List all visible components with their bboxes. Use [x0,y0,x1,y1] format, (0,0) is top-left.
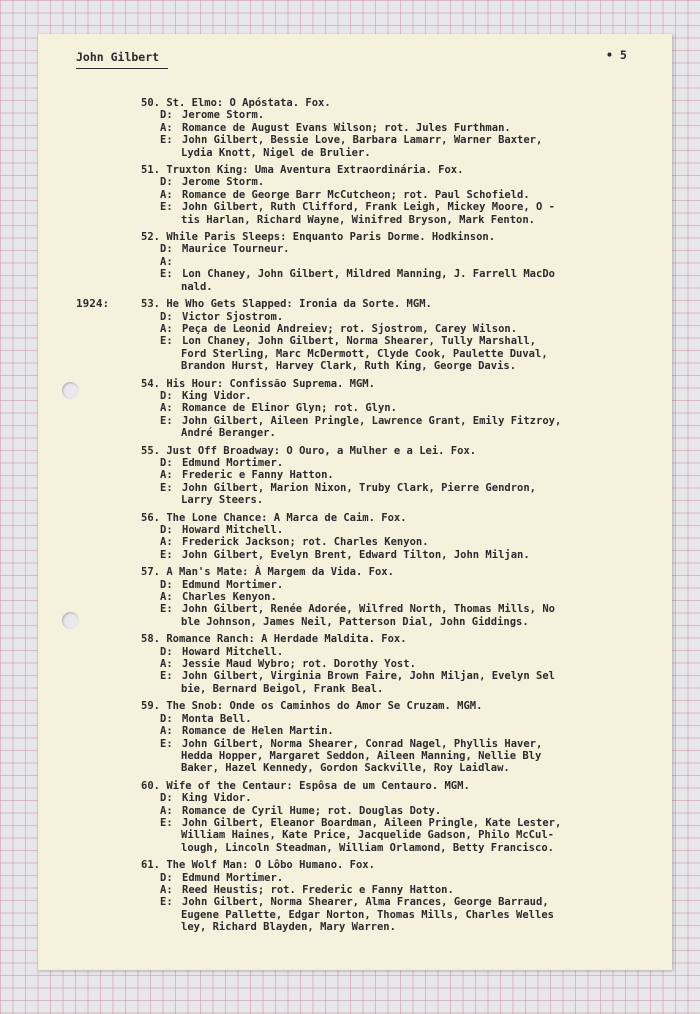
credit-label: A: [160,536,173,549]
film-entry [76,566,646,628]
entry-number: 53. [141,298,160,311]
credit-line [160,256,646,268]
credit-text: Ford Sterling, Marc McDermott, Clyde Cook, Paulette Duval, [181,347,548,360]
credit-text: Eugene Pallette, Edgar Norton, Thomas Mills, Charles Welles [181,908,554,921]
film-title-line [141,377,646,390]
credit-text: John Gilbert, Aileen Pringle, Lawrence Grant, Emily Fitzroy, [182,414,562,427]
film-title: St. Elmo: O Apóstata. Fox. [166,97,331,109]
credit-label: A: [160,883,173,896]
credit-label: E: [160,896,173,909]
film-title-line [141,859,646,872]
film-title: While Paris Sleeps: Enquanto Paris Dorme. Hodkinson. [166,231,496,244]
credit-label: A: [160,255,173,268]
credit-line [160,281,646,293]
credit-line [160,646,646,658]
credit-text: John Gilbert, Eleanor Boardman, Aileen Pringle, Kate Lester, [182,816,562,829]
film-entry [76,512,646,562]
credit-text: Baker, Hazel Kennedy, Gordon Sackville, Roy Laidlaw. [181,762,510,775]
filmography-list [76,97,646,939]
film-entry [76,445,646,507]
credit-line [160,147,646,159]
credit-line [160,390,646,402]
credit-text: lough, Lincoln Steadman, William Orlamond, Betty Francisco. [181,841,554,854]
film-title-line [141,298,646,311]
credit-line [160,323,646,335]
credit-line [160,189,646,201]
credit-text: King Vidor. [182,389,252,402]
credit-line [160,415,646,427]
film-title-line [141,511,646,524]
film-title: The Snob: Onde os Caminhos do Amor Se Cruzam. MGM. [166,700,483,713]
film-entry [76,97,646,159]
credit-line [160,536,646,548]
credit-line [160,335,646,347]
film-title: Romance Ranch: A Herdade Maldita. Fox. [166,633,407,646]
credit-text: John Gilbert, Renée Adorée, Wilfred North, Thomas Mills, No [182,603,555,616]
credit-label: D: [160,389,173,402]
credit-text: Edmund Mortimer. [182,871,284,884]
credit-line [160,469,646,481]
film-entry [76,164,646,226]
credit-text: Howard Mitchell. [182,645,284,658]
credit-text: Monta Bell. [182,712,252,725]
credit-text: John Gilbert, Norma Shearer, Alma Frances, George Barraud, [182,896,549,909]
credit-text: Romance de Helen Martin. [182,725,334,738]
credit-label: E: [160,481,173,494]
credit-line [160,713,646,725]
credit-line [160,214,646,226]
credit-text: John Gilbert, Norma Shearer, Conrad Nagel, Phyllis Haver, [182,737,543,750]
film-title-line [141,566,646,579]
film-title-line [141,231,646,244]
credit-label: D: [160,310,173,323]
credit-text: bie, Bernard Beigol, Frank Beal. [181,682,384,695]
credit-label: A: [160,121,173,134]
credit-text: John Gilbert, Marion Nixon, Truby Clark, Pierre Gendron, [182,481,537,494]
credit-text: Romance de George Barr McCutcheon; rot. Paul Schofield. [182,188,530,201]
credit-line [160,658,646,670]
credit-text: Larry Steers. [181,494,264,507]
credit-line [160,482,646,494]
film-title: His Hour: Confissão Suprema. MGM. [166,377,375,390]
credit-line [160,921,646,933]
credit-line [160,311,646,323]
credit-label: E: [160,414,173,427]
credit-label: A: [160,402,173,415]
credit-text: Hedda Hopper, Margaret Seddon, Aileen Manning, Nellie Bly [181,749,542,762]
film-title-line [141,779,646,792]
credit-label: D: [160,792,173,805]
credit-text: Jerome Storm. [182,109,265,122]
credit-line [160,549,646,561]
credit-line [160,348,646,360]
film-title: Truxton King: Uma Aventura Extraordinária. Fox. [166,164,464,177]
film-title: The Lone Chance: A Marca de Caim. Fox. [166,511,407,524]
credit-text: Victor Sjostrom. [182,310,284,323]
credit-text: William Haines, Kate Price, Jacquelide Gadson, Philo McCul- [181,829,554,842]
credit-line [160,201,646,213]
credit-label: A: [160,322,173,335]
credit-text: Frederick Jackson; rot. Charles Kenyon. [182,536,429,549]
film-title-line [141,97,646,109]
film-title: Just Off Broadway: O Ouro, a Mulher e a Lei. Fox. [166,444,477,457]
credit-label: E: [160,548,173,561]
credit-line [160,524,646,536]
film-title-line [141,633,646,646]
credit-text: ble Johnson, James Neil, Patterson Dial, John Giddings. [181,615,529,628]
credit-text: nald. [181,280,213,293]
credit-label: E: [160,816,173,829]
film-title-line [141,444,646,457]
credit-text: Lon Chaney, John Gilbert, Norma Shearer, Tully Marshall, [182,335,537,348]
entry-number: 57. [141,566,160,579]
entry-number: 60. [141,779,160,792]
entry-number: 55. [141,444,160,457]
film-title: The Wolf Man: O Lôbo Humano. Fox. [166,859,375,872]
entry-number: 58. [141,633,160,646]
film-entry [76,780,646,854]
credit-line [160,683,646,695]
credit-label: E: [160,335,173,348]
credit-text: John Gilbert, Bessie Love, Barbara Lamarr, Warner Baxter, [182,134,543,147]
credit-line [160,872,646,884]
entry-number: 61. [141,859,160,872]
entry-number: 59. [141,700,160,713]
film-title: He Who Gets Slapped: Ironia da Sorte. MGM. [166,298,432,311]
entry-number: 51. [141,164,160,177]
film-title-line [141,700,646,713]
credit-text: André Beranger. [181,427,276,440]
credit-text: ley, Richard Blayden, Mary Warren. [181,921,396,934]
credit-line [160,884,646,896]
credit-line [160,805,646,817]
credit-text: Frederic e Fanny Hatton. [182,469,334,482]
film-entry [76,378,646,440]
credit-label: D: [160,645,173,658]
year-label: 1924: [76,297,110,311]
credit-label: D: [160,456,173,469]
entry-number: 56. [141,511,160,524]
credit-line [160,134,646,146]
credit-text: Lydia Knott, Nigel de Brulier. [181,146,371,159]
credit-text: Romance de Elinor Glyn; rot. Glyn. [182,402,397,415]
credit-label: E: [160,268,173,281]
credit-label: A: [160,725,173,738]
film-entry [76,633,646,695]
credit-line [160,738,646,750]
film-title: Wife of the Centaur: Espôsa de um Centauro. MGM. [166,779,470,792]
credit-line [160,603,646,615]
credit-line [160,268,646,280]
credit-text: Romance de August Evans Wilson; rot. Jules Furthman. [182,121,511,134]
credit-text: Jessie Maud Wybro; rot. Dorothy Yost. [182,658,416,671]
credit-text: John Gilbert, Virginia Brown Faire, John Miljan, Evelyn Sel [182,670,555,683]
credit-text: John Gilbert, Evelyn Brent, Edward Tilton, John Miljan. [182,548,530,561]
credit-line [160,579,646,591]
credit-text: Lon Chaney, John Gilbert, Mildred Manning, J. Farrell MacDo [182,268,555,281]
credit-line [160,427,646,439]
credit-label: E: [160,670,173,683]
credit-line [160,750,646,762]
credit-label: E: [160,134,173,147]
credit-line [160,122,646,134]
film-entry [76,298,646,372]
page-header-title: John Gilbert [76,50,168,69]
credit-label: D: [160,109,173,122]
credit-line [160,109,646,121]
credit-line [160,494,646,506]
page-number: • 5 [606,48,627,62]
credit-label: E: [160,737,173,750]
credit-label: D: [160,243,173,256]
credit-text: Reed Heustis; rot. Frederic e Fanny Hatton. [182,883,454,896]
credit-text: John Gilbert, Ruth Clifford, Frank Leigh, Mickey Moore, O - [182,201,555,214]
entry-number: 50. [141,97,160,109]
credit-label: A: [160,804,173,817]
credit-line [160,842,646,854]
credit-line [160,616,646,628]
credit-line [160,896,646,908]
credit-text: Edmund Mortimer. [182,456,284,469]
credit-text: Howard Mitchell. [182,524,284,536]
credit-label: D: [160,871,173,884]
credit-label: E: [160,603,173,616]
credit-label: D: [160,524,173,536]
credit-text: tis Harlan, Richard Wayne, Winifred Bryson, Mark Fenton. [181,213,536,226]
credit-text: Brandon Hurst, Harvey Clark, Ruth King, George Davis. [181,360,517,373]
entry-number: 52. [141,231,160,244]
credit-label: D: [160,176,173,189]
credit-label: D: [160,578,173,591]
credit-line [160,792,646,804]
credit-text: Romance de Cyril Hume; rot. Douglas Doty. [182,804,442,817]
credit-label: A: [160,591,173,604]
credit-label: D: [160,712,173,725]
credit-line [160,402,646,414]
credit-text: Edmund Mortimer. [182,578,284,591]
credit-text: Charles Kenyon. [182,591,277,604]
credit-line [160,591,646,603]
credit-label: A: [160,188,173,201]
film-entry [76,231,646,293]
credit-text: Peça de Leonid Andreiev; rot. Sjostrom, Carey Wilson. [182,322,518,335]
credit-text: King Vidor. [182,792,252,805]
credit-line [160,176,646,188]
credit-line [160,817,646,829]
film-entry [76,859,646,933]
credit-line [160,762,646,774]
credit-line [160,243,646,255]
film-title: A Man's Mate: À Margem da Vida. Fox. [166,566,394,579]
credit-label: A: [160,469,173,482]
film-entry [76,700,646,774]
film-title-line [141,164,646,177]
credit-line [160,360,646,372]
credit-label: A: [160,658,173,671]
credit-line [160,829,646,841]
credit-text: Jerome Storm. [182,176,265,189]
credit-text: Maurice Tourneur. [182,243,290,256]
credit-line [160,909,646,921]
credit-line [160,670,646,682]
credit-label: E: [160,201,173,214]
credit-line [160,725,646,737]
entry-number: 54. [141,377,160,390]
credit-line [160,457,646,469]
